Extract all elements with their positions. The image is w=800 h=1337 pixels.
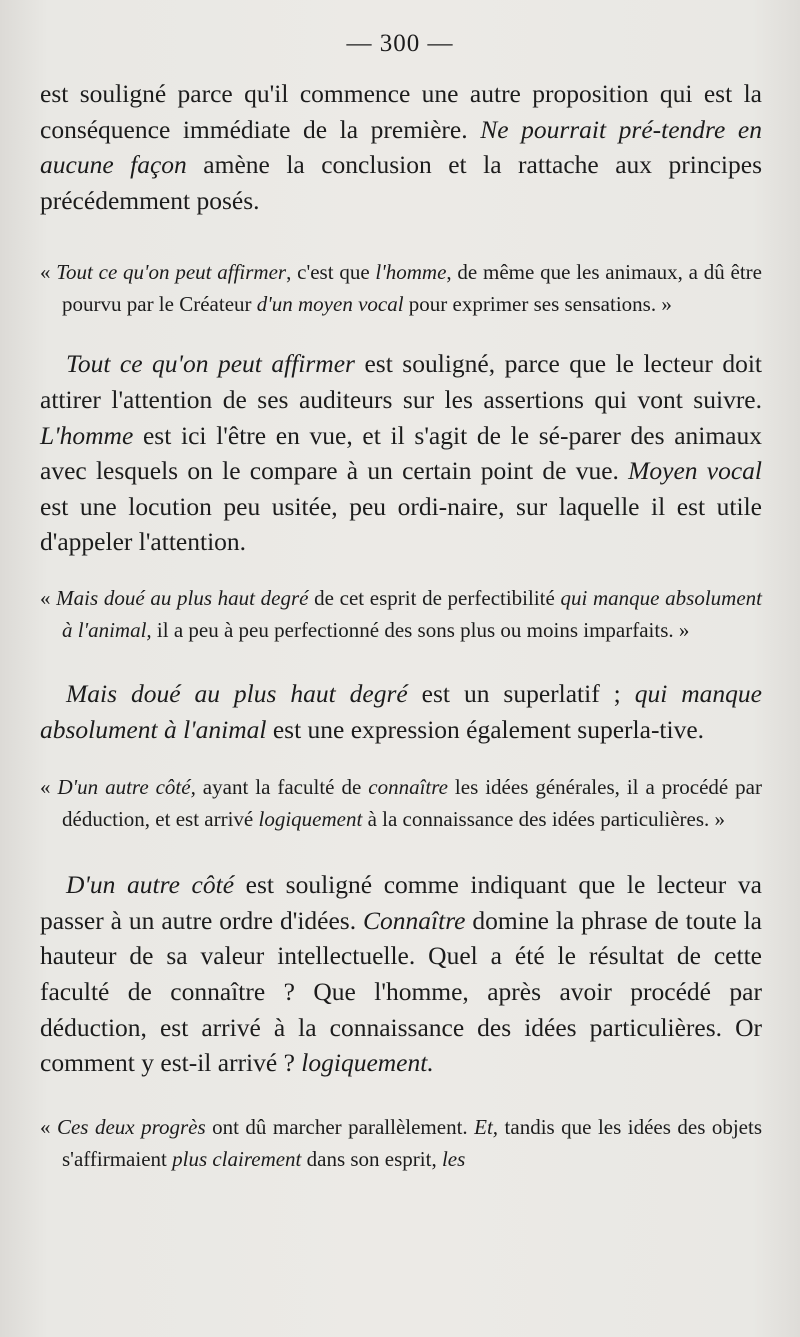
quoted-passage [40, 256, 762, 320]
italic-text: Tout ce qu'on peut affirmer [56, 260, 287, 285]
paragraph [40, 676, 762, 747]
italic-text: les [441, 1146, 466, 1171]
paragraph [40, 346, 762, 560]
italic-text: Moyen vocal [628, 456, 762, 486]
italic-text: connaître [368, 775, 448, 800]
text-run: tandis que les idées des objets s'affirmaient [62, 1114, 763, 1171]
text-run: est ici l'être en vue, et il s'agit de le sé-parer des animaux avec lesquels on le compare à un certain point de vue. [40, 420, 762, 486]
text-run: est souligné parce qu'il commence une autre proposition qui est la conséquence immédiate de la première. [40, 79, 762, 144]
page-number: — 300 — [346, 30, 454, 57]
text-run: dans son esprit, [301, 1146, 442, 1171]
page-content [40, 76, 762, 1175]
text-run: domine la phrase de toute la hauteur de sa valeur intellectuelle. Quel a été le résultat de cette faculté de connaître ? Que l'homme, après avoir procédé par déduction, est arrivé à la connaissance des idées particulières. Or comment y est-il arrivé ? [40, 905, 762, 1078]
text-run: , de même que les animaux, a dû être pourvu par le Créateur [62, 260, 762, 317]
text-run: de cet esprit de perfectibilité [308, 585, 561, 610]
italic-text: Mais doué au plus haut degré [56, 585, 309, 610]
italic-text: d'un moyen vocal [256, 292, 404, 317]
quoted-passage [40, 582, 762, 646]
italic-text: D'un autre côté [66, 870, 235, 900]
italic-text: l'homme [375, 260, 447, 285]
text-run: « [40, 585, 57, 610]
italic-text: Connaître [363, 905, 466, 935]
italic-text: Tout ce qu'on peut affirmer [66, 349, 355, 379]
text-run: ont dû marcher parallèlement. [205, 1114, 475, 1139]
text-run: les idées générales, il a procédé par déduction, et est arrivé [62, 775, 762, 832]
text-run: ayant la faculté de [195, 775, 369, 800]
italic-text: Et, [474, 1114, 499, 1139]
italic-text: plus clairement [172, 1146, 302, 1171]
text-run: , c'est que [286, 260, 376, 285]
paragraph [40, 76, 762, 218]
italic-text: D'un autre côté, [57, 775, 196, 800]
quoted-passage [40, 771, 762, 835]
text-run: à la connaissance des idées particulières. » [362, 807, 726, 832]
italic-text: logiquement [258, 807, 363, 832]
italic-text: Mais doué au plus haut degré [66, 678, 408, 708]
text-run: « [40, 260, 57, 285]
paragraph [40, 867, 762, 1081]
italic-text: Ne pourrait pré-tendre en aucune façon [40, 114, 762, 180]
italic-text: logiquement. [301, 1048, 434, 1078]
quoted-passage [40, 1111, 762, 1175]
text-run: « [40, 775, 58, 800]
text-run: pour exprimer ses sensations. » [403, 292, 672, 317]
text-run: est une expression également superla-tive. [266, 714, 705, 744]
italic-text: qui manque absolument à l'animal, [62, 585, 762, 642]
text-run: est souligné, parce que le lecteur doit attirer l'attention de ses auditeurs sur les assertions qui vont suivre. [40, 349, 762, 414]
italic-text: qui manque absolument à l'animal [40, 678, 762, 744]
text-run: « [40, 1114, 57, 1139]
text-run: est un superlatif ; [407, 678, 635, 708]
text-run: il a peu à peu perfectionné des sons plus ou moins imparfaits. » [151, 617, 690, 642]
text-run: est une locution peu usitée, peu ordi-naire, sur laquelle il est utile d'appeler l'attention. [40, 491, 762, 557]
italic-text: Ces deux progrès [56, 1114, 206, 1139]
text-run: amène la conclusion et la rattache aux principes précédemment posés. [40, 150, 762, 215]
text-run: est souligné comme indiquant que le lecteur va passer à un autre ordre d'idées. [40, 870, 762, 935]
italic-text: L'homme [40, 420, 134, 450]
